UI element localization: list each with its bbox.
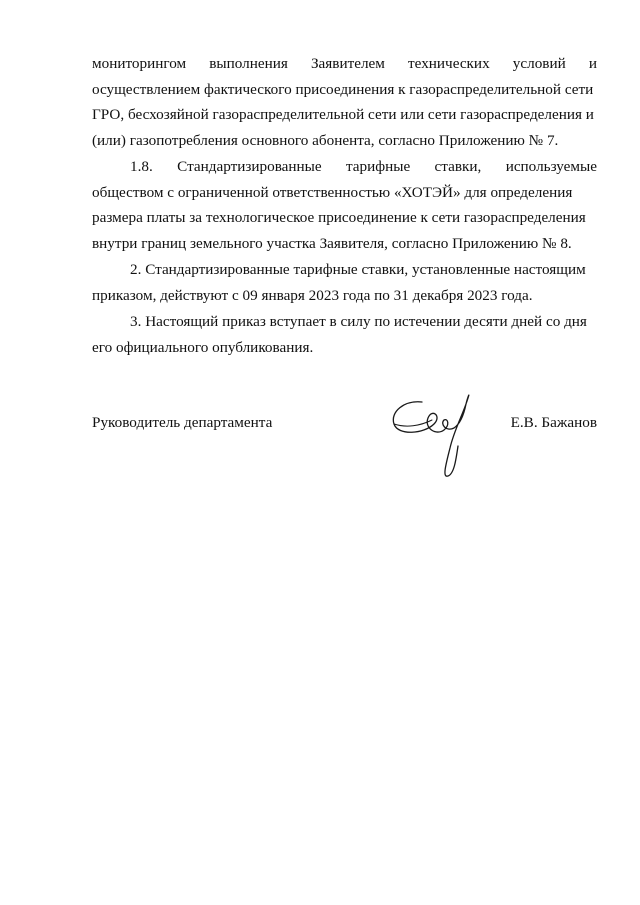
paragraph-line: осуществлением фактического присоединения к газораспределительной сети (92, 80, 594, 98)
word: и (588, 55, 597, 72)
signatory-name: Е.В. Бажанов (510, 414, 597, 431)
paragraph-line: 2. Стандартизированные тарифные ставки, установленные настоящим (130, 261, 586, 278)
paragraph-2 (92, 257, 597, 308)
paragraph-line: ГРО, бесхозяйной газораспределительной сети или сети газораспределения и (92, 106, 594, 124)
clause-number: 1.8. (130, 158, 153, 175)
word: мониторингом (92, 55, 187, 72)
signature-block (92, 390, 597, 490)
paragraph-line: обществом с ограниченной ответственностью «ХОТЭЙ» для определения (92, 183, 573, 201)
handwritten-signature-image (384, 390, 494, 485)
word: ставки, (434, 158, 482, 175)
paragraph-3 (92, 309, 597, 360)
word: выполнения (209, 55, 288, 72)
word: Стандартизированные (177, 158, 322, 175)
word: используемые (505, 158, 597, 175)
word: технических (408, 55, 490, 72)
paragraph-line (92, 51, 597, 77)
paragraph-line: 3. Настоящий приказ вступает в силу по истечении десяти дней со дня (130, 313, 587, 330)
paragraph-line: внутри границ земельного участка Заявителя, согласно Приложению № 8. (92, 235, 572, 253)
word: условий (512, 55, 566, 72)
paragraph-line: его официального опубликования. (92, 338, 314, 356)
paragraph-line: приказом, действуют с 09 января 2023 года по 31 декабря 2023 года. (92, 286, 533, 304)
signatory-title: Руководитель департамента (92, 414, 273, 431)
word: Заявителем (310, 55, 385, 72)
paragraph-line (92, 154, 597, 180)
paragraph-line: (или) газопотребления основного абонента, согласно Приложению № 7. (92, 132, 559, 150)
paragraph-line: размера платы за технологическое присоединение к сети газораспределения (92, 209, 586, 227)
paragraph-1-8 (92, 154, 597, 257)
paragraph-appendix-7 (92, 51, 597, 154)
word: тарифные (345, 158, 411, 175)
